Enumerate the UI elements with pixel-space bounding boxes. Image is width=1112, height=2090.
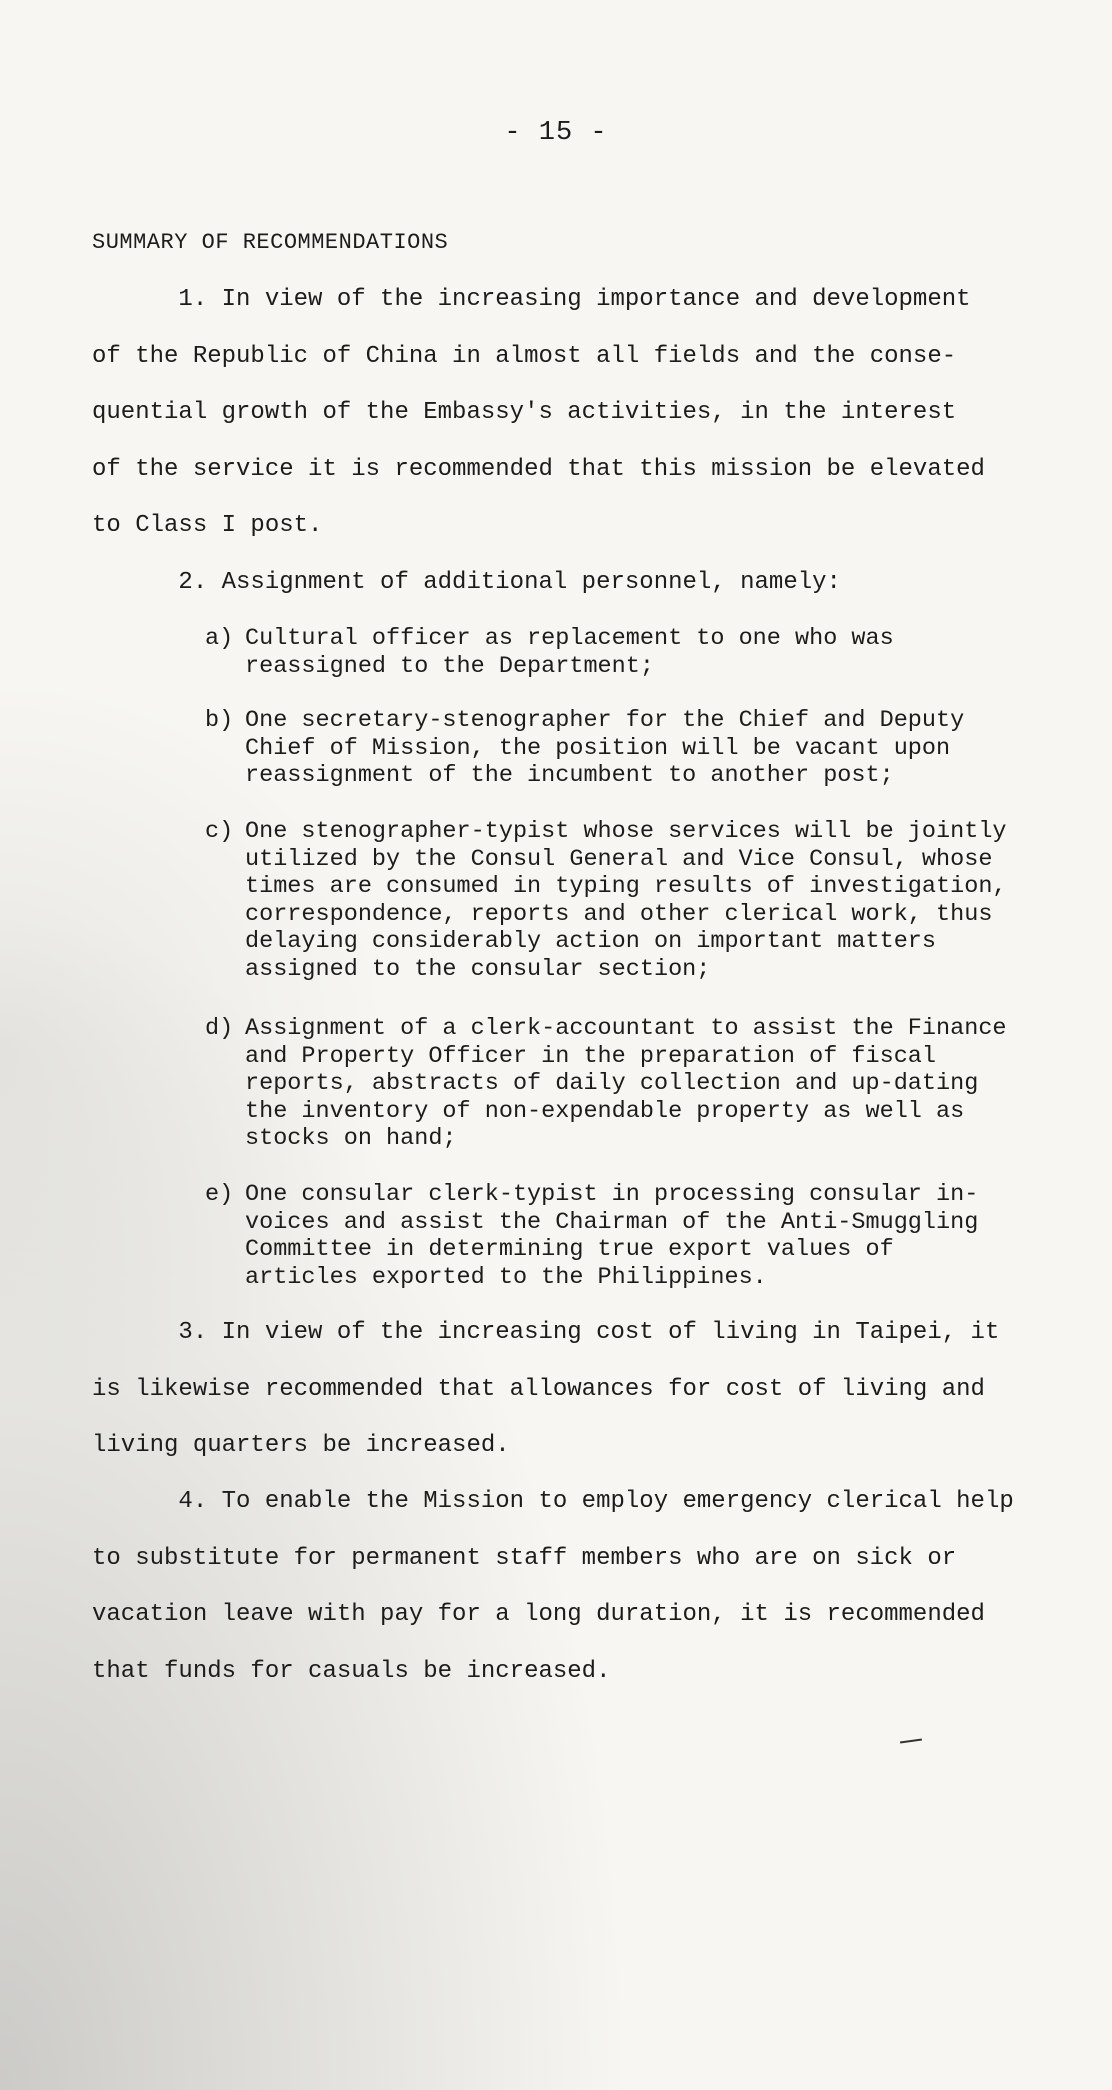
item-text: One stenographer-typist whose services will be jointly utilized by the Consul General and Vice Consul, whose times are consumed in typing results of investigation, correspondence, reports and other clerical work, thus delaying considerably action on important matters assigned to the consular section; <box>245 818 1007 983</box>
item-text: Assignment of a clerk-accountant to assist the Finance and Property Officer in the preparation of fiscal reports, abstracts of daily collection and up-dating the inventory of non-expendable property as well as stocks on hand; <box>245 1015 1007 1152</box>
section-heading: SUMMARY OF RECOMMENDATIONS <box>92 230 449 255</box>
item-text: One consular clerk-typist in processing consular in- voices and assist the Chairman of the Anti-Smuggling Committee in determining true export values of articles exported to the Philippines. <box>245 1181 979 1291</box>
recommendation-3: 3. In view of the increasing cost of living in Taipei, it is likewise recommended that allowances for cost of living and living quarters be increased. <box>92 1319 1000 1459</box>
recommendation-2: 2. Assignment of additional personnel, namely: <box>92 569 841 596</box>
recommendation-1: 1. In view of the increasing importance and development of the Republic of China in almost all fields and the conse- quential growth of the Embassy's activities, in the interest of the service it is recommended that this mission be elevated to Class I post. <box>92 286 985 539</box>
item-marker: c) <box>205 818 234 845</box>
page-number: - 15 - <box>504 118 608 148</box>
item-marker: b) <box>205 707 234 734</box>
recommendation-4: 4. To enable the Mission to employ emergency clerical help to substitute for permanent staff members who are on sick or vacation leave with pay for a long duration, it is recommended that funds for casuals be increased. <box>92 1488 1014 1685</box>
item-text: Cultural officer as replacement to one who was reassigned to the Department; <box>245 625 894 680</box>
item-marker: a) <box>205 625 234 652</box>
stray-mark <box>900 1738 922 1743</box>
item-marker: d) <box>205 1015 234 1042</box>
item-marker: e) <box>205 1181 234 1208</box>
item-text: One secretary-stenographer for the Chief and Deputy Chief of Mission, the position will be vacant upon reassignment of the incumbent to another post; <box>245 707 965 789</box>
